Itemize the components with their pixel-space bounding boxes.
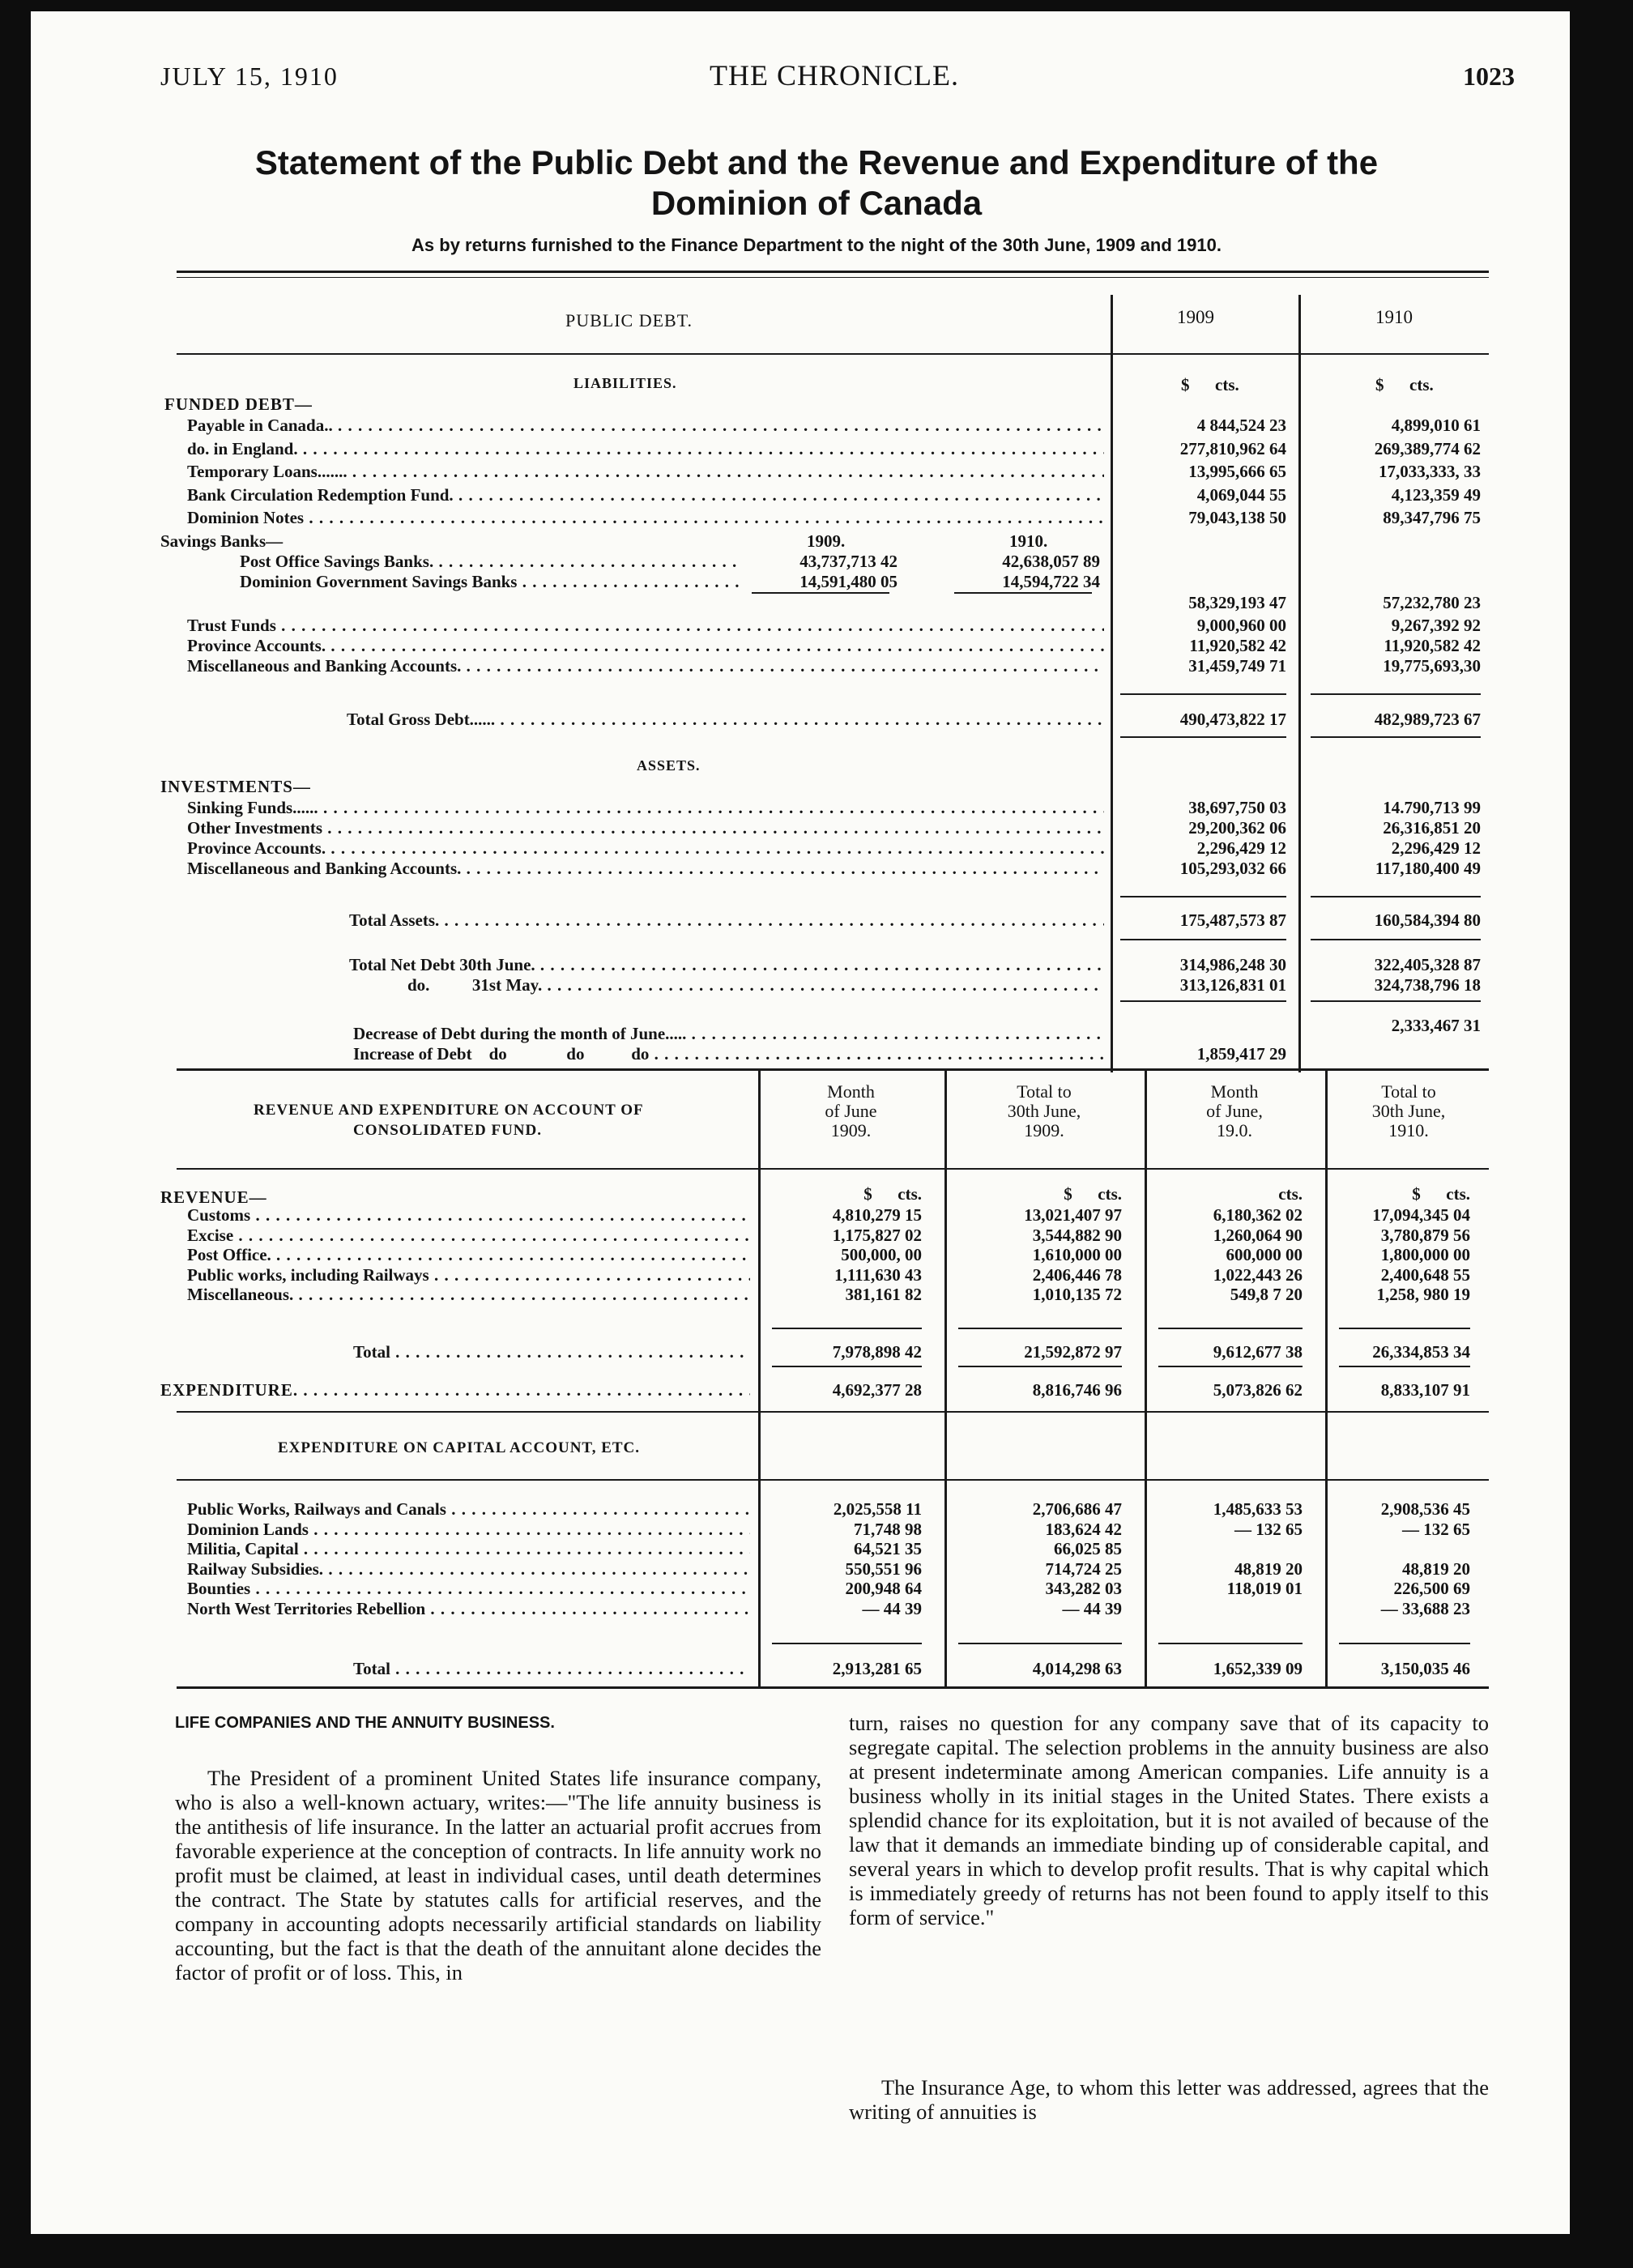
rule xyxy=(1158,1366,1303,1367)
net-debt-may-1910: 324,738,796 18 xyxy=(1374,975,1481,995)
article-col2a: turn, raises no question for any company save that of its capacity to segregate capital. The selection problems in the annuity business are also at present indeterminate among American companies. Life annuity is a business wholly in its initial stages in the United States. There exists a splendid chance for its exploitation, but it is not availed of because of the law that it demands an immediate binding up of considerable capital, and several years in which to develop profit results. That is why capital which is immediately greedy of returns has not been found to apply itself to this form of service." xyxy=(849,1711,1489,1929)
investment-row-label: Other Investments . . . xyxy=(187,818,1104,838)
revenue-row-label: Miscellaneous. . . . xyxy=(187,1285,750,1304)
rule xyxy=(177,1686,1489,1689)
savings-total-1909: 58,329,193 47 xyxy=(1188,593,1286,612)
col-divider xyxy=(1111,295,1113,1072)
capital-total-value: 2,913,281 65 xyxy=(832,1659,922,1678)
revenue-column-head: Total to xyxy=(1381,1081,1436,1102)
capital-total-value: 4,014,298 63 xyxy=(1032,1659,1122,1678)
liability-row-value-1909: 11,920,582 42 xyxy=(1189,636,1286,655)
funded-row-label: Payable in Canada.. . . . xyxy=(187,416,1104,435)
revenue-column-head: Month xyxy=(827,1081,875,1102)
revenue-column-head: 1909. xyxy=(830,1120,872,1140)
rule xyxy=(1311,693,1481,695)
rule xyxy=(1311,736,1481,738)
revenue-column-head: 19.0. xyxy=(1217,1120,1252,1140)
liabilities-heading: LIABILITIES. xyxy=(573,375,677,391)
rule xyxy=(1311,896,1481,897)
title-rule-thin xyxy=(177,277,1489,278)
revenue-row-value: 500,000, 00 xyxy=(841,1245,922,1264)
rule xyxy=(958,1328,1122,1329)
rule xyxy=(1158,1328,1303,1329)
rule xyxy=(177,1411,1489,1413)
article-col1: The President of a prominent United States life insurance company, who is also a well-known actuary, writes:—"The life annuity business is the antithesis of life insurance. In the latter an actuarial profit accrues from favorable experience at the conception of contracts. In life annuity work no profit must be claimed, at least in individual cases, until death determines the contract. The State by statutes calls for artificial reserves, and the company in accounting adopts necessarily artificial standards on liability accounting, but the fact is that the death of the annuitant alone decides the factor of profit or of loss. This, in xyxy=(175,1766,821,1985)
revenue-row-value: 381,161 82 xyxy=(845,1285,922,1304)
funded-row-label: Bank Circulation Redemption Fund. . . . xyxy=(187,485,1104,505)
liability-row-value-1910: 11,920,582 42 xyxy=(1384,636,1481,655)
revenue-column-head: of June, xyxy=(1206,1101,1263,1121)
year-1909-head: 1909 xyxy=(1177,307,1214,327)
revenue-row-label: Public works, including Railways . . . xyxy=(187,1265,750,1285)
capital-row-value: 1,485,633 53 xyxy=(1213,1499,1303,1519)
capital-row-value: 550,551 96 xyxy=(845,1558,922,1579)
revenue-row-value: 549,8 7 20 xyxy=(1230,1285,1303,1304)
savings-row-label: Post Office Savings Banks. . . . xyxy=(240,552,742,571)
liability-row-value-1910: 19,775,693,30 xyxy=(1383,656,1481,676)
decrease-1910: 2,333,467 31 xyxy=(1391,1016,1481,1035)
col-divider xyxy=(1145,1071,1147,1686)
rule xyxy=(177,1479,1489,1481)
rule xyxy=(177,1168,1489,1170)
revenue-total-value: 21,592,872 97 xyxy=(1024,1342,1122,1362)
rule xyxy=(752,592,889,594)
liability-row-label: Province Accounts. . . . xyxy=(187,636,1104,655)
statement-title-line2: Dominion of Canada xyxy=(650,184,983,222)
funded-row-value-1910: 89,347,796 75 xyxy=(1383,508,1481,527)
funded-row-value-1909: 4 844,524 23 xyxy=(1196,416,1286,435)
investment-row-value-1910: 26,316,851 20 xyxy=(1383,818,1481,838)
statement-title-line1: Statement of the Public Debt and the Revenue and Expenditure of the xyxy=(254,143,1379,181)
capital-row-value: 200,948 64 xyxy=(845,1579,922,1598)
capital-total-value: 1,652,339 09 xyxy=(1213,1659,1303,1678)
funded-row-value-1910: 4,123,359 49 xyxy=(1391,484,1481,505)
revenue-row-value: 1,258, 980 19 xyxy=(1376,1285,1470,1304)
capital-row-label: North West Territories Rebellion . . . xyxy=(187,1599,750,1618)
revenue-label: REVENUE— xyxy=(160,1187,267,1207)
article-col2b: The Insurance Age, to whom this letter was addressed, agrees that the writing of annuities is xyxy=(849,2075,1489,2124)
expenditure-value: 5,073,826 62 xyxy=(1213,1380,1303,1400)
capital-total-value: 3,150,035 46 xyxy=(1380,1659,1470,1678)
capital-row-value: — 132 65 xyxy=(1234,1519,1303,1539)
investment-row-label: Miscellaneous and Banking Accounts. . . . xyxy=(187,859,1104,878)
revenue-column-head: of June xyxy=(825,1101,877,1121)
revenue-unit: $ cts. xyxy=(1064,1184,1122,1204)
investment-row-value-1910: 2,296,429 12 xyxy=(1391,838,1481,858)
net-debt-june-1909: 314,986,248 30 xyxy=(1179,955,1286,974)
revenue-unit: $ cts. xyxy=(863,1184,922,1204)
revenue-total-value: 9,612,677 38 xyxy=(1213,1342,1303,1362)
public-debt-heading: PUBLIC DEBT. xyxy=(565,310,693,330)
capital-row-label: Dominion Lands . . . xyxy=(187,1520,750,1539)
savings-row-1910: 42,638,057 89 xyxy=(1002,552,1100,571)
capital-row-value: 2,025,558 11 xyxy=(833,1499,922,1519)
revenue-row-value: 1,800,000 00 xyxy=(1380,1245,1470,1264)
revenue-heading-line2: CONSOLIDATED FUND. xyxy=(353,1122,543,1139)
rule xyxy=(1311,939,1481,940)
capital-row-value: — 33,688 23 xyxy=(1380,1598,1470,1618)
savings-row-1910: 14,594,722 34 xyxy=(1002,572,1100,591)
rule xyxy=(958,1643,1122,1644)
col-divider xyxy=(758,1071,761,1686)
net-debt-june-1910: 322,405,328 87 xyxy=(1374,955,1481,974)
funded-row-value-1910: 4,899,010 61 xyxy=(1391,416,1481,435)
revenue-row-value: 3,544,882 90 xyxy=(1032,1225,1122,1245)
revenue-column-head: 30th June, xyxy=(1007,1101,1081,1121)
rule xyxy=(1120,736,1286,738)
capital-row-value: 48,819 20 xyxy=(1402,1558,1470,1579)
assets-heading: ASSETS. xyxy=(637,757,701,774)
capital-row-value: 64,521 35 xyxy=(854,1539,922,1558)
capital-row-value: 2,908,536 45 xyxy=(1380,1499,1470,1519)
gross-debt-1910: 482,989,723 67 xyxy=(1374,710,1481,729)
rule xyxy=(1339,1366,1470,1367)
revenue-unit: $ cts. xyxy=(1412,1184,1470,1204)
col-divider xyxy=(1325,1071,1328,1686)
revenue-row-value: 3,780,879 56 xyxy=(1380,1225,1470,1245)
rule xyxy=(1120,693,1286,695)
capital-total-label: Total . . . xyxy=(353,1659,750,1678)
statement-subtitle: As by returns furnished to the Finance Department to the night of the 30th June, 1909 and 1910. xyxy=(411,235,1222,255)
capital-row-value: 183,624 42 xyxy=(1045,1519,1122,1539)
expenditure-value: 8,816,746 96 xyxy=(1032,1380,1122,1400)
revenue-row-label: Customs . . . xyxy=(187,1205,750,1225)
revenue-row-value: 600,000 00 xyxy=(1226,1245,1303,1264)
revenue-row-value: 1,260,064 90 xyxy=(1213,1225,1303,1245)
rule xyxy=(1339,1643,1470,1644)
liability-row-value-1909: 31,459,749 71 xyxy=(1188,656,1286,676)
revenue-total-value: 7,978,898 42 xyxy=(832,1342,922,1362)
increase-1909: 1,859,417 29 xyxy=(1196,1044,1286,1064)
revenue-unit: cts. xyxy=(1278,1184,1303,1204)
savings-row-1909: 43,737,713 42 xyxy=(799,552,898,571)
revenue-row-label: Post Office. . . . xyxy=(187,1245,750,1264)
capital-row-value: — 44 39 xyxy=(862,1598,922,1618)
expenditure-label: EXPENDITURE. . . . xyxy=(160,1380,750,1400)
capital-row-value: — 44 39 xyxy=(1062,1598,1122,1618)
article-heading: LIFE COMPANIES AND THE ANNUITY BUSINESS. xyxy=(175,1714,555,1732)
funded-row-value-1910: 269,389,774 62 xyxy=(1374,438,1481,458)
revenue-row-label: Excise . . . xyxy=(187,1226,750,1245)
rule xyxy=(1158,1643,1303,1644)
net-debt-june-label: Total Net Debt 30th June. . . . xyxy=(349,955,1104,974)
funded-row-label: do. in England. . . . xyxy=(187,439,1104,458)
total-assets-1910: 160,584,394 80 xyxy=(1374,910,1481,930)
newspaper-page xyxy=(31,11,1570,2234)
page-number: 1023 xyxy=(1463,62,1515,91)
rule xyxy=(1339,1328,1470,1329)
rule xyxy=(1311,1000,1481,1002)
capital-row-label: Militia, Capital . . . xyxy=(187,1539,750,1558)
publication-name: THE CHRONICLE. xyxy=(710,59,959,92)
capital-row-value: 48,819 20 xyxy=(1234,1558,1303,1579)
capital-row-label: Railway Subsidies. . . . xyxy=(187,1559,750,1579)
liability-row-value-1910: 9,267,392 92 xyxy=(1391,616,1481,635)
funded-row-label: Temporary Loans....... . . . xyxy=(187,462,1104,481)
capital-row-value: 66,025 85 xyxy=(1054,1539,1122,1558)
investment-row-value-1909: 29,200,362 06 xyxy=(1188,818,1286,838)
capital-row-value: 714,724 25 xyxy=(1045,1558,1122,1579)
revenue-total-label: Total . . . xyxy=(353,1342,750,1362)
gross-debt-label: Total Gross Debt...... . . . xyxy=(347,710,1104,729)
capital-row-value: 226,500 69 xyxy=(1393,1579,1470,1598)
liability-row-label: Trust Funds . . . xyxy=(187,616,1104,635)
investment-row-value-1909: 38,697,750 03 xyxy=(1188,798,1286,817)
funded-row-value-1909: 4,069,044 55 xyxy=(1196,484,1286,505)
revenue-row-value: 1,175,827 02 xyxy=(832,1225,922,1245)
funded-debt-label: FUNDED DEBT— xyxy=(164,394,313,414)
rule xyxy=(177,1068,1489,1071)
capital-row-label: Public Works, Railways and Canals . . . xyxy=(187,1499,750,1519)
capital-row-label: Bounties . . . xyxy=(187,1579,750,1598)
total-assets-1909: 175,487,573 87 xyxy=(1179,910,1286,930)
investment-row-value-1909: 105,293,032 66 xyxy=(1179,859,1286,878)
investment-row-value-1910: 117,180,400 49 xyxy=(1375,859,1481,878)
investments-label: INVESTMENTS— xyxy=(160,777,311,796)
decrease-label: Decrease of Debt during the month of June..... . . . xyxy=(353,1024,1104,1043)
expenditure-value: 8,833,107 91 xyxy=(1380,1380,1470,1400)
revenue-row-value: 6,180,362 02 xyxy=(1213,1205,1303,1225)
savings-row-label: Dominion Government Savings Banks . . . xyxy=(240,572,742,591)
revenue-row-value: 17,094,345 04 xyxy=(1372,1205,1470,1225)
rule xyxy=(954,592,1092,594)
investment-row-value-1909: 2,296,429 12 xyxy=(1196,838,1286,858)
revenue-column-head: Month xyxy=(1210,1081,1259,1102)
funded-row-value-1910: 17,033,333, 33 xyxy=(1379,462,1481,481)
rule xyxy=(177,353,1489,355)
rule xyxy=(958,1366,1122,1367)
investment-row-label: Sinking Funds...... . . . xyxy=(187,798,1104,817)
funded-row-value-1909: 13,995,666 65 xyxy=(1188,462,1286,481)
capital-row-value: 2,706,686 47 xyxy=(1032,1499,1122,1519)
rule xyxy=(772,1643,922,1644)
revenue-column-head: 1909. xyxy=(1024,1120,1064,1140)
savings-total-1910: 57,232,780 23 xyxy=(1383,593,1481,612)
capital-row-value: 343,282 03 xyxy=(1045,1579,1122,1598)
year-1910-head: 1910 xyxy=(1375,307,1413,327)
revenue-row-value: 13,021,407 97 xyxy=(1024,1205,1122,1225)
issue-date: JULY 15, 1910 xyxy=(160,62,339,91)
revenue-row-value: 1,010,135 72 xyxy=(1032,1285,1122,1304)
revenue-total-value: 26,334,853 34 xyxy=(1372,1342,1470,1362)
revenue-row-value: 1,610,000 00 xyxy=(1032,1245,1122,1264)
savings-year-1910: 1910. xyxy=(1009,531,1048,551)
investment-row-label: Province Accounts. . . . xyxy=(187,838,1104,858)
rule xyxy=(1120,939,1286,940)
rule xyxy=(1120,1000,1286,1002)
investment-row-value-1910: 14.790,713 99 xyxy=(1383,798,1481,817)
net-debt-may-label: do. 31st May. . . . xyxy=(407,975,1104,995)
revenue-column-head: 30th June, xyxy=(1371,1101,1446,1121)
capital-row-value: 118,019 01 xyxy=(1226,1579,1303,1598)
revenue-column-head: 1910. xyxy=(1388,1120,1429,1140)
col-divider xyxy=(944,1071,947,1686)
increase-label: Increase of Debt do do do . . . xyxy=(353,1044,1104,1064)
unit-1909: $ cts. xyxy=(1181,375,1239,394)
revenue-row-value: 2,406,446 78 xyxy=(1032,1264,1122,1285)
net-debt-may-1909: 313,126,831 01 xyxy=(1179,975,1286,995)
title-rule xyxy=(177,271,1489,273)
rule xyxy=(772,1366,922,1367)
rule xyxy=(772,1328,922,1329)
gross-debt-1909: 490,473,822 17 xyxy=(1179,710,1286,729)
funded-row-label: Dominion Notes . . . xyxy=(187,508,1104,527)
unit-1910: $ cts. xyxy=(1375,375,1434,394)
revenue-row-value: 1,022,443 26 xyxy=(1213,1264,1303,1285)
col-divider xyxy=(1298,295,1301,1072)
capital-row-value: 71,748 98 xyxy=(854,1519,922,1539)
revenue-heading-line1: REVENUE AND EXPENDITURE ON ACCOUNT OF xyxy=(254,1102,644,1119)
revenue-row-value: 2,400,648 55 xyxy=(1380,1264,1470,1285)
savings-year-1909: 1909. xyxy=(807,531,846,551)
rule xyxy=(1120,896,1286,897)
liability-row-value-1909: 9,000,960 00 xyxy=(1196,616,1286,635)
funded-row-value-1909: 79,043,138 50 xyxy=(1188,508,1286,527)
expenditure-value: 4,692,377 28 xyxy=(832,1380,922,1400)
savings-row-1909: 14,591,480 05 xyxy=(799,572,898,591)
capital-row-value: — 132 65 xyxy=(1402,1519,1470,1539)
capital-heading: EXPENDITURE ON CAPITAL ACCOUNT, ETC. xyxy=(278,1439,641,1456)
revenue-row-value: 4,810,279 15 xyxy=(832,1205,922,1225)
savings-banks-label: Savings Banks— xyxy=(160,531,284,551)
liability-row-label: Miscellaneous and Banking Accounts. . . . xyxy=(187,656,1104,676)
total-assets-label: Total Assets. . . . xyxy=(349,910,1104,930)
revenue-row-value: 1,111,630 43 xyxy=(834,1264,922,1285)
revenue-column-head: Total to xyxy=(1017,1081,1072,1102)
funded-row-value-1909: 277,810,962 64 xyxy=(1179,438,1286,458)
